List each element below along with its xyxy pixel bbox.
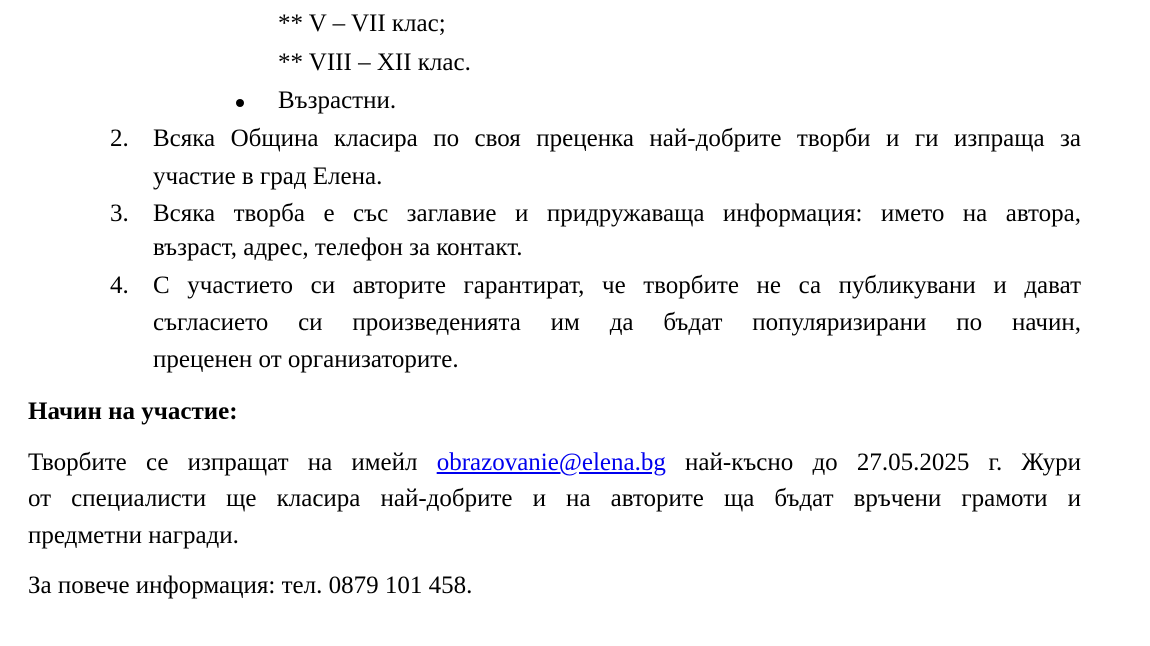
list-item	[153, 199, 1081, 229]
email-link[interactable]: obrazovanie@elena.bg	[436, 449, 666, 476]
list-item-line: преценен от организаторите.	[153, 346, 459, 373]
section-heading: Начин на участие:	[28, 398, 238, 425]
list-item-line: съгласието си произведенията им да бъдат популяризирани по начин,	[153, 309, 1081, 336]
list-item	[153, 124, 1081, 154]
list-item-line: възраст, адрес, телефон за контакт.	[153, 234, 523, 261]
paragraph-line-3: предметни награди.	[28, 522, 239, 549]
list-item-line: Всяка творба е със заглавие и придружаваща информация: името на автора,	[153, 200, 1081, 227]
bullet-icon	[236, 99, 244, 107]
list-item-line: С участието си авторите гарантират, че творбите не са публикувани и дават	[153, 272, 1081, 299]
list-item-line: Всяка Община класира по своя преценка най-добрите творби и ги изпраща за	[153, 125, 1081, 152]
paragraph-line-1: Творбите се изпращат на имейл obrazovanie@elena.bg най-късно до 27.05.2025 г. Жури	[28, 449, 1081, 476]
list-number: 3.	[110, 200, 129, 227]
sublist-item-2: ** VIII – XII клас.	[278, 49, 471, 76]
paragraph-line	[28, 448, 1081, 478]
paragraph-line	[28, 484, 1081, 514]
sublist-item-1: ** V – VII клас;	[278, 10, 446, 37]
list-number: 4.	[110, 272, 129, 299]
list-number: 2.	[110, 125, 129, 152]
list-item	[153, 271, 1081, 301]
paragraph-line-2: от специалисти ще класира най-добрите и на авторите ща бъдат връчени грамоти и	[28, 485, 1081, 512]
bullet-item: Възрастни.	[278, 87, 397, 114]
list-item	[153, 308, 1081, 338]
list-item-line: участие в град Елена.	[153, 163, 383, 190]
contact-info: За повече информация: тел. 0879 101 458.	[28, 572, 473, 599]
